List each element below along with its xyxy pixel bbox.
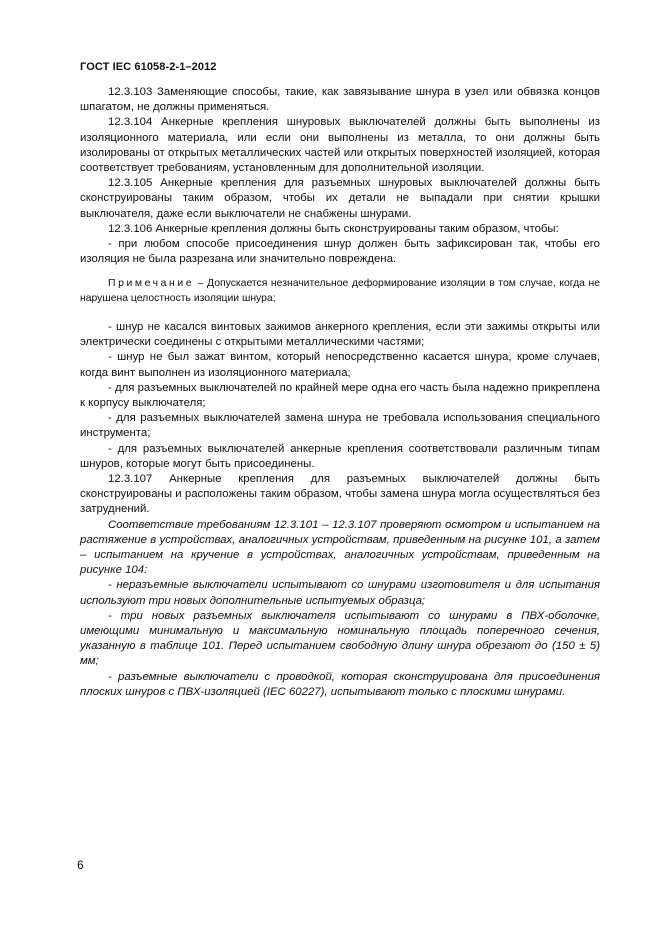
list-item: - для разъемных выключателей анкерные крепления соответствовали различным типам шнуров, которые могут быть присоединены. bbox=[80, 442, 600, 470]
list-item: - шнур не был зажат винтом, который непосредственно касается шнура, кроме случаев, когда винт выполнен из изоляционного материала; bbox=[80, 351, 600, 379]
compliance-list-item: - разъемные выключатели с проводкой, которая сконструирована для присоединения плоских шнуров с ПВХ-изоляцией (IEC 60227), испытывают только с плоскими шнурами. bbox=[80, 670, 600, 698]
list-item: - для разъемных выключателей по крайней мере одна его часть была надежно прикреплена к корпусу выключателя; bbox=[80, 381, 600, 410]
note-block bbox=[80, 276, 600, 306]
note-paragraph bbox=[80, 276, 600, 306]
paragraph-12-3-106: 12.3.106 Анкерные крепления должны быть сконструированы таким образом, чтобы: bbox=[108, 222, 559, 235]
paragraph-12-3-103: 12.3.103 Заменяющие способы, такие, как завязывание шнура в узел или обвязка концов шпагатом, не должны применяться. bbox=[80, 86, 600, 114]
note-text: – Допускается незначительное деформирование изоляции в том случае, когда не нарушена целостность изоляции шнура; bbox=[80, 278, 600, 305]
paragraph-12-3-104: 12.3.104 Анкерные крепления шнуровых выключателей должны быть выполнены из изоляционного материала, или если они выполнены из металла, то они должны быть изолированы от открытых металлических частей или открытых поверхностей изоляцией, которая соответствует требованиям, установленным для дополнительной изоляции. bbox=[80, 116, 600, 175]
compliance-paragraph: Соответствие требованиям 12.3.101 – 12.3.107 проверяют осмотром и испытанием на растяжение в устройствах, аналогичных устройствам, приведенным на рисунке 101, а затем – испытанием на кручение в устройствах, аналогичных устройствам, приведенным на рисунке 104: bbox=[80, 518, 600, 577]
text-section-requirements bbox=[80, 320, 600, 700]
paragraph-12-3-107: 12.3.107 Анкерные крепления для разъемных выключателей должны быть сконструированы и расположены таким образом, чтобы замена шнура могла осуществляться без затруднений. bbox=[80, 473, 600, 516]
list-item: - для разъемных выключателей замена шнура не требовала использования специального инструмента; bbox=[80, 412, 600, 440]
compliance-list-item: - три новых разъемных выключателя испытывают со шнурами в ПВХ-оболочке, имеющими минимальную и максимальную номинальную площадь поперечного сечения, указанную в таблице 101. Перед испытанием свободную длину шнура обрезают до (150 ± 5) мм; bbox=[80, 609, 600, 668]
paragraph-12-3-105: 12.3.105 Анкерные крепления для разъемных шнуровых выключателей должны быть сконструированы таким образом, чтобы их детали не выпадали при снятии крышки выключателя, даже если выключатели не снабжены шнурами. bbox=[80, 177, 600, 220]
list-item: - при любом способе присоединения шнур должен быть зафиксирован так, чтобы его изоляция не была разрезана или значительно повреждена. bbox=[80, 238, 600, 266]
page-number: 6 bbox=[77, 858, 84, 872]
list-item: - шнур не касался винтовых зажимов анкерного крепления, если эти зажимы открыты или электрически соединены с открытыми металлическими частями; bbox=[80, 321, 600, 349]
text-section-anchorages bbox=[80, 85, 600, 267]
note-label: Примечание bbox=[108, 278, 195, 289]
document-header: ГОСТ IEC 61058-2-1–2012 bbox=[80, 61, 217, 73]
compliance-list-item: - неразъемные выключатели испытывают со шнурами изготовителя и для испытания используют три новых дополнительные испытуемых образца; bbox=[80, 579, 600, 607]
